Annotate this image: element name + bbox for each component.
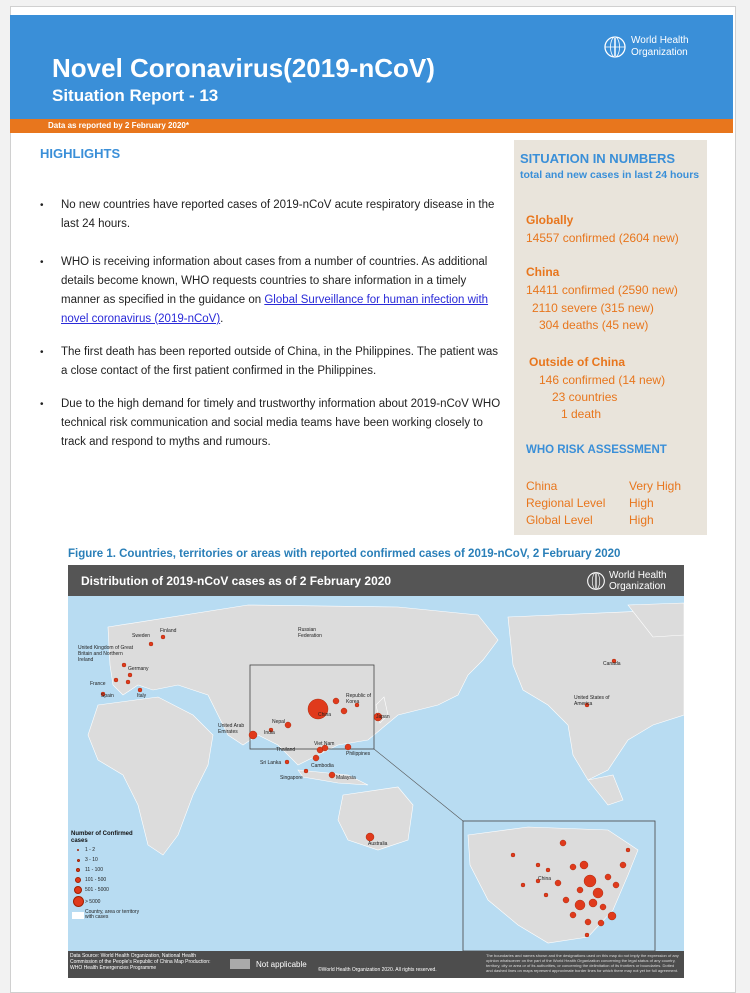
case-marker [366, 833, 374, 841]
case-marker [589, 899, 597, 907]
case-marker [626, 848, 630, 852]
case-marker [341, 708, 347, 714]
case-marker [345, 744, 351, 750]
case-marker [580, 861, 588, 869]
report-subtitle: Situation Report - 13 [52, 86, 219, 105]
legend-row: 501 - 5000 [71, 885, 151, 895]
not-applicable-key: Not applicable [230, 959, 307, 969]
who-name-line2: Organization [631, 47, 688, 58]
label-finland: Finland [160, 628, 177, 634]
figure-caption: Figure 1. Countries, territories or areas with reported confirmed cases of 2019-nCoV, 2 February 2020 [68, 548, 621, 560]
outside-countries: 23 countries [552, 390, 618, 404]
case-marker [511, 853, 515, 857]
case-marker [544, 893, 548, 897]
case-marker [161, 635, 165, 639]
legend-dot-101-500 [75, 877, 81, 883]
outside-deaths: 1 death [561, 407, 602, 421]
numbers-subtitle: total and new cases in last 24 hours [520, 169, 700, 181]
numbers-title: SITUATION IN NUMBERS [520, 151, 676, 166]
map-footer [68, 951, 684, 978]
highlights-list [40, 196, 506, 452]
label-uk: United Kingdom of Great Britain and Northern Ireland [78, 645, 134, 663]
case-distribution-map [68, 565, 684, 978]
case-marker [313, 755, 319, 761]
map-header [68, 565, 684, 596]
label-philippines: Philippines [346, 751, 371, 757]
label-usa: United States of America [574, 695, 610, 707]
world-map-graphic [68, 565, 684, 978]
legend-dot-1-2 [77, 849, 79, 851]
legend-dot-3-10 [77, 859, 80, 862]
highlight-item: • The first death has been reported outside of China, in the Philippines. The patient was a close contact of the first patient confirmed in the Philippines. [40, 343, 506, 381]
case-marker [126, 680, 130, 684]
label-vietnam: Viet Nam [314, 741, 335, 747]
label-france: France [90, 681, 106, 687]
risk-row-china: China Very High [526, 479, 682, 493]
who-name-line1: World Health [631, 35, 689, 46]
case-marker [560, 840, 566, 846]
situation-numbers-box [514, 140, 707, 535]
legend-row: > 5000 [71, 895, 151, 908]
label-russia: Russian Federation [298, 627, 322, 639]
case-marker [329, 772, 335, 778]
legend-row: 3 - 10 [71, 855, 151, 865]
case-marker [613, 882, 619, 888]
case-marker [521, 883, 525, 887]
label-korea: Republic of Korea [346, 693, 372, 705]
case-marker [585, 933, 589, 937]
map-title: Distribution of 2019-nCoV cases as of 2 February 2020 [81, 574, 392, 588]
case-marker [570, 912, 576, 918]
label-germany: Germany [128, 666, 149, 672]
report-banner [10, 15, 733, 119]
china-confirmed: 14411 confirmed (2590 new) [526, 283, 678, 297]
risk-assessment-title: WHO RISK ASSESSMENT [526, 444, 667, 456]
highlights-title: HIGHLIGHTS [40, 146, 121, 161]
label-thailand: Thailand [276, 747, 296, 753]
label-sweden: Sweden [132, 633, 151, 639]
who-emblem-icon [586, 571, 606, 591]
legend-row: 1 - 2 [71, 845, 151, 855]
label-srilanka: Sri Lanka [260, 760, 282, 766]
case-marker [605, 874, 611, 880]
global-confirmed: 14557 confirmed (2604 new) [526, 231, 679, 245]
label-australia: Australia [368, 841, 388, 847]
legend-dot-501-5000 [74, 886, 82, 894]
case-marker [285, 760, 289, 764]
landmass-central-america [588, 775, 623, 805]
label-uae: United Arab Emirates [218, 723, 245, 735]
china-deaths: 304 deaths (45 new) [539, 318, 649, 332]
who-emblem-icon [603, 35, 627, 59]
date-bar [10, 119, 733, 133]
case-marker [600, 904, 606, 910]
case-marker [585, 919, 591, 925]
case-marker [536, 863, 540, 867]
label-canada: Canada [603, 661, 621, 667]
label-italy: Italy [137, 693, 147, 699]
legend-row: Country, area or territory with cases [71, 908, 151, 922]
legend-title: Number of Confirmed cases [71, 831, 133, 844]
case-marker [620, 862, 626, 868]
outside-china-heading: Outside of China [529, 355, 625, 369]
case-marker [138, 688, 142, 692]
risk-row-global: Global Level High [526, 513, 654, 527]
legend-swatch-country [72, 912, 84, 919]
case-marker [333, 698, 339, 704]
case-marker [584, 875, 596, 887]
global-heading: Globally [526, 213, 574, 227]
case-marker [546, 868, 550, 872]
legend-row: 101 - 500 [71, 875, 151, 885]
china-heading: China [526, 265, 560, 279]
map-data-source: Data Source: World Health Organization, National Health Commission of the People's Republic of China Map Production: WHO Health Emergencies Programme [70, 953, 211, 971]
label-india: India [264, 730, 275, 736]
label-nepal: Nepal [272, 719, 286, 725]
case-marker [555, 880, 561, 886]
report-title: Novel Coronavirus(2019-nCoV) [52, 53, 435, 83]
case-marker [593, 888, 603, 898]
date-line: Data as reported by 2 February 2020* [48, 121, 189, 130]
case-marker [608, 912, 616, 920]
map-who-logo: World Health Organization [586, 570, 667, 592]
case-marker [114, 678, 118, 682]
inset-label-china: China [538, 876, 552, 882]
case-marker [149, 642, 153, 646]
label-japan: Japan [376, 714, 390, 720]
case-marker [128, 673, 132, 677]
label-cambodia: Cambodia [311, 763, 334, 769]
case-marker [577, 887, 583, 893]
legend-dot-11-100 [76, 868, 80, 872]
map-legend [71, 831, 151, 922]
case-marker [563, 897, 569, 903]
highlight-item: • No new countries have reported cases of 2019-nCoV acute respiratory disease in the last 24 hours. [40, 196, 506, 234]
case-marker [598, 920, 604, 926]
legend-dot-over-5000 [73, 896, 84, 907]
map-disclaimer: The boundaries and names shown and the designations used on this map do not imply the expression of any opinion whatsoever on the part of the World Health Organization concerning the legal status of any country, territory, city or area or of its authorities, or concerning the delimitation of its frontiers or boundaries. Dotted and dashed lines on maps represent approximate border lines for which there may not yet be full agreement. [486, 953, 679, 973]
label-singapore: Singapore [280, 775, 303, 781]
highlight-item: • WHO is receiving information about cases from a number of countries. As additional details become known, WHO requests countries to share information in a timely manner as specified in the guidance on Global Surveillance for human infection with novel coronavirus (2019-nCoV). [40, 253, 506, 329]
case-marker [285, 722, 291, 728]
who-logo [603, 35, 689, 59]
label-malaysia: Malaysia [336, 775, 356, 781]
surveillance-guidance-link[interactable]: Global Surveillance for human infection with novel coronavirus (2019-nCoV) [61, 294, 489, 325]
label-china: China [318, 712, 332, 718]
map-copyright: ©World Health Organization 2020. All rights reserved. [318, 967, 437, 973]
legend-row: 11 - 100 [71, 865, 151, 875]
risk-row-regional: Regional Level High [526, 496, 654, 510]
highlight-item: • Due to the high demand for timely and trustworthy information about 2019-nCoV WHO technical risk communication and social media teams have been working closely to track and respond to myths and rumours. [40, 395, 506, 452]
case-marker [570, 864, 576, 870]
case-marker [122, 663, 126, 667]
china-severe: 2110 severe (315 new) [532, 301, 654, 315]
case-marker [304, 769, 308, 773]
outside-confirmed: 146 confirmed (14 new) [539, 373, 666, 387]
case-marker [575, 900, 585, 910]
label-spain: Spain [101, 693, 114, 699]
